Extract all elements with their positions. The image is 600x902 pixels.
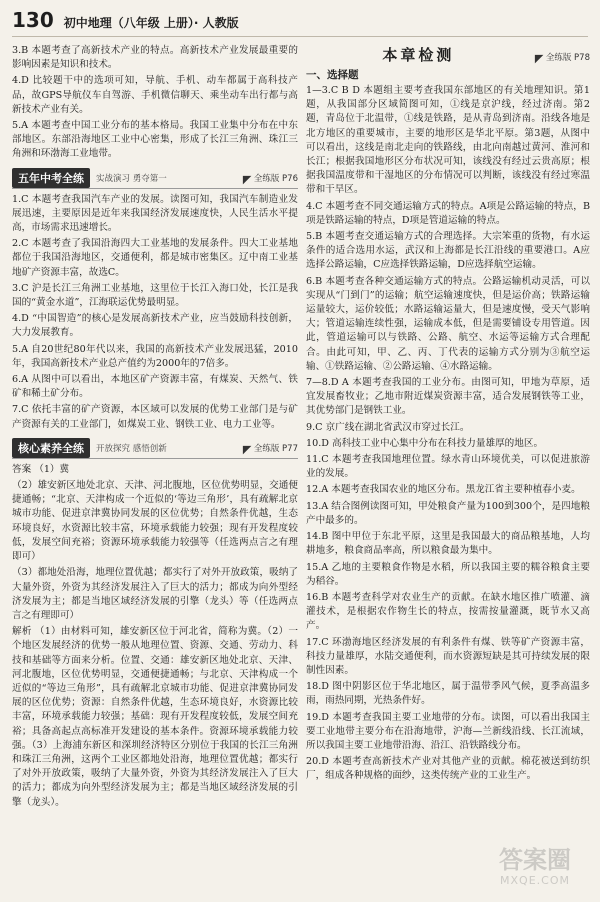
answer-item: 解析 （1）由材料可知，雄安新区位于河北省，简称为冀。（2）一个地区发展经济的优势一般从地理位置、资源、交通、劳动力、科技和基础等方面来分析。位置、交通：雄安新区地处北京、天津、河北腹地，区位优势明显，交通便捷通畅；与北京、天津构成一个近似的“等边三角形”，具有疏解北京城市功能、促进京津冀协同发展的区位优势；资源：自然条件优越，生态环境良好，水资源比较丰富，环境承载能力较强；基础：现有开发程度较低，发展空间充裕；具备高起点高标准开发建设的基本条件。资源环境承载能力较强。（3）上海浦东新区和深圳经济特区分别位于我国的长江三角洲和珠江三角洲，这两个工业区都地处沿海，地理位置优越；都实行了对外开放政策，吸纳了大量外资，外资为其经济发展注入了巨大的活力；都成为向外型经济发展为主；都是当地区域经济发展的引擎（龙头）。 xyxy=(12,626,298,808)
chapter-header xyxy=(306,44,590,65)
answer-item: 15.A 乙地的主要粮食作物是水稻，所以我国主要的糯谷粮食主要为稻谷。 xyxy=(306,561,590,587)
section-title: 核心素养全练 xyxy=(12,438,90,458)
page-number: 130 xyxy=(12,8,54,32)
section-header-five-year-exam xyxy=(12,168,298,189)
answer-item: 16.B 本题考查科学对农业生产的贡献。在缺水地区推广喷灌、滴灌技术，是根据农作物生长的特点，按需按量灌溉，既节水又高产。 xyxy=(306,591,590,632)
answer-item: 4.D 比较题干中的选项可知，导航、手机、动车都属于高科技产品，故GPS导航仪车自驾游、手机微信聊天、乘坐动车出行都与高新技术产业有关。 xyxy=(12,75,298,115)
answer-item: 17.C 环渤海地区经济发展的有利条件有煤、铁等矿产资源丰富，科技力量雄厚，水陆交通便利，而水资源短缺是其可持续发展的限制性因素。 xyxy=(306,636,590,676)
answer-item: 14.B 图中甲位于东北平原，这里是我国最大的商品粮基地，人均耕地多，粮食商品率高，所以粮食最为集中。 xyxy=(306,531,590,557)
section-ref-label: 全练版 P77 xyxy=(253,443,298,454)
answer-item: 11.C 本题考查我国地理位置。绿水青山环境优美，可以促进旅游业的发展。 xyxy=(306,454,590,480)
arrow-icon xyxy=(238,442,251,455)
section-header-core-literacy xyxy=(12,438,298,459)
arrow-icon xyxy=(530,51,543,64)
answer-item: 4.D “中国智造”的核心是发展高新技术产业，应当鼓励科技创新，大力发展教育。 xyxy=(12,313,298,339)
answer-item: 1.C 本题考查我国汽车产业的发展。读图可知，我国汽车制造业发展迅速，主要原因是近年来我国经济发展速度快，人民生活水平提高，市场需求迅速增长。 xyxy=(12,193,298,234)
answer-item: 6.A 从图中可以看出，本地区矿产资源丰富，有煤炭、天然气、铁矿和稀土矿分布。 xyxy=(12,374,298,400)
answer-item: 1—3.C B D 本题组主要考查我国东部地区的有关地理知识。第1题，从我国部分区域简图可知，①线是京沪线，经过济南。第2题，青岛位于北温带，①线是铁路，是从青岛到济南。沿线各地是北方地区的重要城市，主要的地形区是华北平原。第3题，从图中可以看出，这线是南北走向的铁路线，由北向南越过黄河、淮河和长江；根据我国地形区分布状况可知，该线没有经过云贵高原；根据我国温度带和干湿地区的分布情况可以判断，该线没有经过寒温带和干旱区。 xyxy=(306,85,590,196)
answer-item: 5.A 本题考查中国工业分布的基本格局。我国工业集中分布在中东部地区。东部沿海地区工业中心密集，形成了长江三角洲、珠江三角洲和环渤海工业地带。 xyxy=(12,120,298,160)
answer-item: 19.D 本题考查我国主要工业地带的分布。读图，可以看出我国主要工业地带主要分布在沿海地带，沪海—兰新线沿线、长江流域，所以我国主要工业地带沿海、沿江、沿铁路线分布。 xyxy=(306,711,590,751)
answer-item: 18.D 图中阴影区位于华北地区，属于温带季风气候，夏季高温多雨，雨热同期，光热条件好。 xyxy=(306,681,590,707)
answer-item: 13.A 结合图例读图可知，甲处粮食产量为100到300个，是四地粮产中最多的。 xyxy=(306,500,590,526)
page-header xyxy=(12,8,588,37)
answer-item: 3.C 沪是长江三角洲工业基地，这里位于长江入海口处，长江是我国的“黄金水道”，江海联运优势最明显。 xyxy=(12,282,298,309)
answer-item: 9.C 京广线在湖北省武汉市穿过长江。 xyxy=(306,421,470,433)
question-type-heading: 一、选择题 xyxy=(306,69,359,81)
section-ref-label: 全练版 P76 xyxy=(253,173,298,184)
answer-item: （2）雄安新区地处北京、天津、河北腹地，区位优势明显，交通便捷通畅；“北京、天津构成一个近似的‘等边三角形’，具有疏解北京城市功能、促进京津冀协同发展的区位优势；自然条件优越，生态环境良好，水资源比较丰富，环境承载能力较强；现有开发程度较低，发展空间充裕；资源环境承载能力较强等（任选两点言之有理即可） xyxy=(12,480,298,563)
chapter-title: 本章检测 xyxy=(382,46,455,64)
answer-item: （3）都地处沿海，地理位置优越；都实行了对外开放政策，吸纳了大量外资，外资为其经济发展注入了巨大的活力；都成为向外型经济发展为主；都是当地区域经济发展的引擎（龙头）等（任选两点言之有理即可） xyxy=(12,567,298,621)
chapter-page-ref xyxy=(531,51,590,63)
answer-item: 答案 （1）冀 xyxy=(12,463,70,475)
answer-item: 7.C 依托丰富的矿产资源，本区域可以发展的优势工业部门是与矿产资源有关的工业部门，如煤炭工业、钢铁工业、电力工业等。 xyxy=(12,404,298,430)
section-subtitle: 开放探究 感悟创新 xyxy=(96,443,167,454)
right-column xyxy=(306,44,590,894)
answer-item: 12.A 本题考查我国农业的地区分布。黑龙江省主要种植春小麦。 xyxy=(306,484,581,496)
left-column xyxy=(12,44,298,894)
book-title: 初中地理（八年级 上册）· 人教版 xyxy=(63,16,239,30)
arrow-icon xyxy=(238,171,251,184)
answer-item: 2.C 本题考查了我国沿海四大工业基地的发展条件。四大工业基地都位于我国沿海地区，交通便利，都是城市密集区。辽中南工业基地矿产资源丰富，故选C。 xyxy=(12,238,298,278)
answer-item: 7—8.D A 本题考查我国的工业分布。由图可知，甲地为草原，适宜发展畜牧业；乙地市附近煤炭资源丰富，适合发展钢铁等工业，其优势部门是钢铁工业。 xyxy=(306,377,590,417)
section-page-ref xyxy=(239,172,298,184)
answer-item: 3.B 本题考查了高新技术产业的特点。高新技术产业发展最重要的影响因素是知识和技术。 xyxy=(12,45,298,71)
section-page-ref xyxy=(239,442,298,454)
answer-item: 10.D 高科技工业中心集中分布在科技力量雄厚的地区。 xyxy=(306,437,544,449)
answer-item: 5.B 本题考查交通运输方式的合理选择。大宗笨重的货物，有水运条件的适合选用水运，武汉和上海都是长江沿线的重要港口。A应选择公路运输，C应选择铁路运输，D应选择航空运输。 xyxy=(306,231,590,271)
answer-item: 5.A 自20世纪80年代以来，我国的高新技术产业发展迅猛，2010年，我国高新技术产业总产值约为2000年的7倍多。 xyxy=(12,343,298,369)
section-title: 五年中考全练 xyxy=(12,168,90,188)
watermark-domain: MXQE.COM xyxy=(500,874,570,887)
answer-item: 6.B 本题考查各种交通运输方式的特点。公路运输机动灵活，可以实现从“门到门”的运输；航空运输速度快，但是运价高；铁路运输运量较大，运价较低；水路运输运量大，但是速度慢，受天气影响大；管道运输连续性强，运输成本低，但是需要铺设专用管道。因此，管道运输可以与铁路、公路、航空、水运等运输方式合理配合。由此可知，甲、乙、丙、丁代表的运输方式分别为③航空运输、①铁路运输、②公路运输、④水路运输。 xyxy=(306,275,590,372)
answer-item: 4.C 本题考查不同交通运输方式的特点。A项是公路运输的特点，B项是铁路运输的特点，D项是管道运输的特点。 xyxy=(306,200,590,226)
section-subtitle: 实战演习 勇夺第一 xyxy=(96,173,167,184)
chapter-ref-label: 全练版 P78 xyxy=(545,53,590,63)
watermark-logo-text: 答案圈 xyxy=(499,846,571,874)
answer-item: 20.D 本题考查高新技术产业对其他产业的贡献。棉花被送到纺织厂，组成各种规格的面纱，这类传统产业的工业生产。 xyxy=(306,756,590,782)
